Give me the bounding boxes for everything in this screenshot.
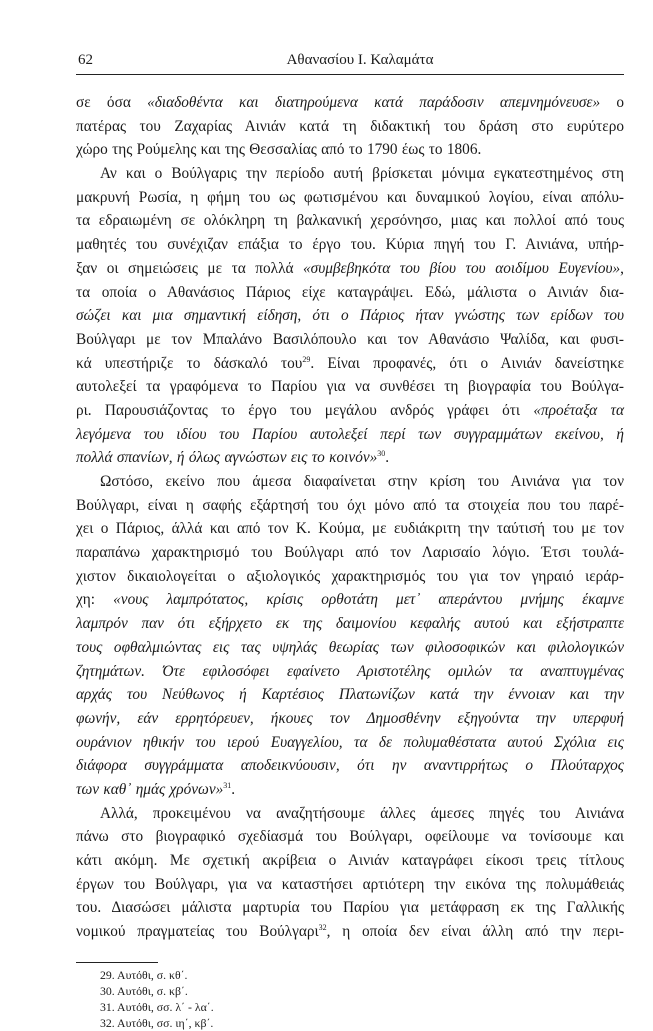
page-number: 62 <box>78 52 93 68</box>
text-line <box>76 186 624 210</box>
text-segment: Βούλγαρι με τον Μπαλάνο Βασιλόπουλο και τον Αθανάσιο Ψαλίδα, και φυσι- <box>76 330 624 348</box>
quoted-text: ζητημάτων. Ότε εφιλοσόφει εφαίνετο Αριστοτέλης ομιλών τα αναπτυγμένας <box>76 662 624 680</box>
body-text <box>76 91 624 944</box>
text-segment: τα οποία ο Αθανάσιος Πάριος είχε καταγράψει. Εδώ, μάλιστα ο Αινιάν δια- <box>76 283 624 301</box>
text-line <box>76 731 624 755</box>
quoted-text: φωνήν, εάν ερρητόρευεν, ήκουες τον Δημοσθένην εξηγούντα την υπερφυή <box>76 709 624 727</box>
text-line <box>76 209 624 233</box>
text-line <box>76 91 624 115</box>
text-segment: χώρο της Ρούμελης και της Θεσσαλίας από το 1790 έως το 1806. <box>76 141 482 159</box>
footnote: 31. Αυτόθι, σσ. λ΄ - λα΄. <box>100 999 214 1014</box>
footnote-ref: 29 <box>302 354 311 364</box>
text-line <box>76 707 624 731</box>
footnote: 29. Αυτόθι, σ. κθ΄. <box>100 967 188 982</box>
text-segment: νομικού πραγματείας του Βούλγαρι <box>76 923 319 941</box>
text-segment: χιστον δικαιολογείται ο αξιολογικός χαρακτηρισμός του για τον γηραιό ιεράρ- <box>76 567 624 585</box>
text-line <box>76 257 624 281</box>
quoted-text: αρχάς του Νεύθωνος ή Καρτέσιος Πλατωνίζων κατά την έννοιαν και την <box>76 686 624 704</box>
text-line <box>76 470 624 494</box>
text-segment: Αν και ο Βούλγαρις την περίοδο αυτή βρίσκεται μόνιμα εγκατεστημένος στη <box>100 165 624 183</box>
quoted-text: τους οφθαλμιώντας εις τας υψηλάς θεωρίας των φιλοσοφικών και φιλολογικών <box>76 638 624 656</box>
quoted-text: λεγόμενα του ιδίου του Παρίου αυτολεξεί περί των συγγραμμάτων εκείνου, ή <box>76 425 624 443</box>
text-line <box>76 423 624 447</box>
quoted-text: διάφορα συγγράμματα αποδεικνύουσιν, ότι ην αναντιρρήτως ο Πλούταρχος <box>76 757 624 775</box>
text-segment: ο <box>600 94 624 111</box>
text-line <box>76 541 624 565</box>
text-line <box>76 636 624 660</box>
running-title: Αθανασίου Ι. Καλαμάτα <box>286 52 434 68</box>
text-segment: , η οποία δεν είναι άλλη από την περι- <box>326 923 624 941</box>
text-line <box>76 138 624 162</box>
text-line <box>76 281 624 305</box>
text-line <box>76 896 624 920</box>
text-segment: έργων του Βούλγαρι, για να καταστήσει αρτιότερη την εικόνα της πολυμάθειάς <box>76 875 624 893</box>
text-line <box>76 115 624 139</box>
text-segment: μαθητές του συνέχιζαν επάξια το έργο του. Κύρια πηγή του Γ. Αινιάνα, υπήρ- <box>76 236 624 254</box>
text-segment: χει ο Πάριος, άλλά και από τον Κ. Κούμα, με ευδιάκριτη την ταύτισή του με τον <box>76 520 624 538</box>
quoted-text: «προέταξα τα <box>533 401 624 419</box>
text-segment: , <box>620 259 624 277</box>
text-segment: . <box>385 449 390 467</box>
text-line <box>76 162 624 186</box>
footnote-ref: 30 <box>377 449 386 459</box>
text-line <box>76 494 624 518</box>
text-segment: παραπάνω χαρακτηρισμό του Βούλγαρι από τον Λαρισαίο λόγιο. Έτσι τουλά- <box>76 544 624 562</box>
text-segment: μακρυνή Ρωσία, η φήμη του ως φωτισμένου και δυναμικού λογίου, είναι απόλυ- <box>76 188 624 206</box>
text-segment: ρι. Παρουσιάζοντας το έργο του μεγάλου ανδρός γράφει ότι <box>76 401 534 419</box>
text-line <box>76 304 624 328</box>
text-line <box>76 920 624 944</box>
text-line <box>76 399 624 423</box>
text-line <box>76 802 624 826</box>
text-line <box>76 825 624 849</box>
text-line <box>76 849 624 873</box>
text-segment: Ωστόσο, εκείνο που άμεσα διαφαίνεται στην κρίση του Αινιάνα για τον <box>100 473 624 490</box>
text-segment: Βούλγαρι, είναι η σαφής εξάρτησή του όχι μόνο από τα στοιχεία που του παρέ- <box>76 496 624 514</box>
text-line <box>76 328 624 352</box>
footnote: 32. Αυτόθι, σσ. ιη΄, κβ΄. <box>100 1015 214 1030</box>
text-line <box>76 565 624 589</box>
footnote-separator <box>76 962 158 963</box>
quoted-text: ουράνιον ηθικήν του ιερού Ευαγγελίου, τα δε πολυμαθέστατα αυτού Σχόλια εις <box>76 733 624 751</box>
quoted-text: σώζει και μια σημαντική είδηση, ότι ο Πάριος ήταν γνώστης των ερίδων του <box>76 307 624 325</box>
footnote-ref: 32 <box>318 923 327 933</box>
text-segment: του. Διασώσει μάλιστα μαρτυρία του Παρίου για μετάφραση εκ της Γαλλικής <box>76 899 624 917</box>
text-segment: πάνω στο βιογραφικό σχεδίασμά του Βούλγαρι, οφείλουμε να τονίσουμε και <box>76 828 624 846</box>
text-segment: Αλλά, προκειμένου να αναζητήσουμε άλλες άμεσες πηγές του Αινιάνα <box>100 804 624 822</box>
quoted-text: πολλά σπανίων, ή όλως αγνώστων εις το κοινόν» <box>76 449 378 467</box>
text-segment: ξαν οι σημειώσεις με τα πολλά <box>76 259 304 277</box>
text-segment: αυτολεξεί τα γραφόμενα το Παρίου για να συνθέσει τη βιογραφία του Βούλγα- <box>76 378 624 396</box>
footnote-ref: 31 <box>223 780 232 790</box>
quoted-text: «διαδοθέντα και διατηρούμενα κατά παράδοσιν απεμνημόνευσε» <box>147 94 601 111</box>
text-segment: χη: <box>76 591 114 609</box>
text-line <box>76 517 624 541</box>
footnote: 30. Αυτόθι, σ. κβ΄. <box>100 983 188 998</box>
text-line <box>76 873 624 897</box>
footnotes <box>76 967 624 1031</box>
text-segment: πατέρας του Ζαχαρίας Αινιάν κατά τη διδακτική του δράση στο ευρύτερο <box>76 117 624 135</box>
text-segment: κά υπεστήριζε το δάσκαλό του <box>76 354 303 372</box>
text-line <box>76 375 624 399</box>
text-segment: . Είναι προφανές, ότι ο Αινιάν δανείστηκε <box>310 354 625 372</box>
quoted-text: λαμπρόν παν ότι εξήρχετο εκ της δαιμονίου κεφαλής αυτού και εξήστραπτε <box>76 615 624 633</box>
text-line <box>76 683 624 707</box>
text-line <box>76 588 624 612</box>
text-segment: σε όσα <box>76 94 148 111</box>
text-segment: . <box>231 780 236 798</box>
text-segment: τα εδραιωμένη σε ολόκληρη τη βαλκανική χερσόνησο, μιας και πολλοί από τους <box>76 212 624 230</box>
text-line <box>76 446 624 470</box>
book-page <box>76 52 624 1031</box>
text-line <box>76 754 624 778</box>
text-line <box>76 778 624 802</box>
text-line <box>76 352 624 376</box>
text-line <box>76 233 624 257</box>
text-segment: κάτι ακόμη. Με σχετική ακρίβεια ο Αινιάν καταγράφει είκοσι τρεις τίτλους <box>76 852 624 869</box>
text-line <box>76 612 624 636</box>
running-header <box>76 52 624 75</box>
quoted-text: «νους λαμπρότατος, κρίσις ορθοτάτη μετ᾽ απεράντου μνήμης έκαμνε <box>113 591 624 609</box>
quoted-text: «συμβεβηκότα του βίου του αοιδίμου Ευγενίου» <box>303 259 621 277</box>
quoted-text: των καθ᾽ ημάς χρόνων» <box>76 780 224 798</box>
text-line <box>76 660 624 684</box>
